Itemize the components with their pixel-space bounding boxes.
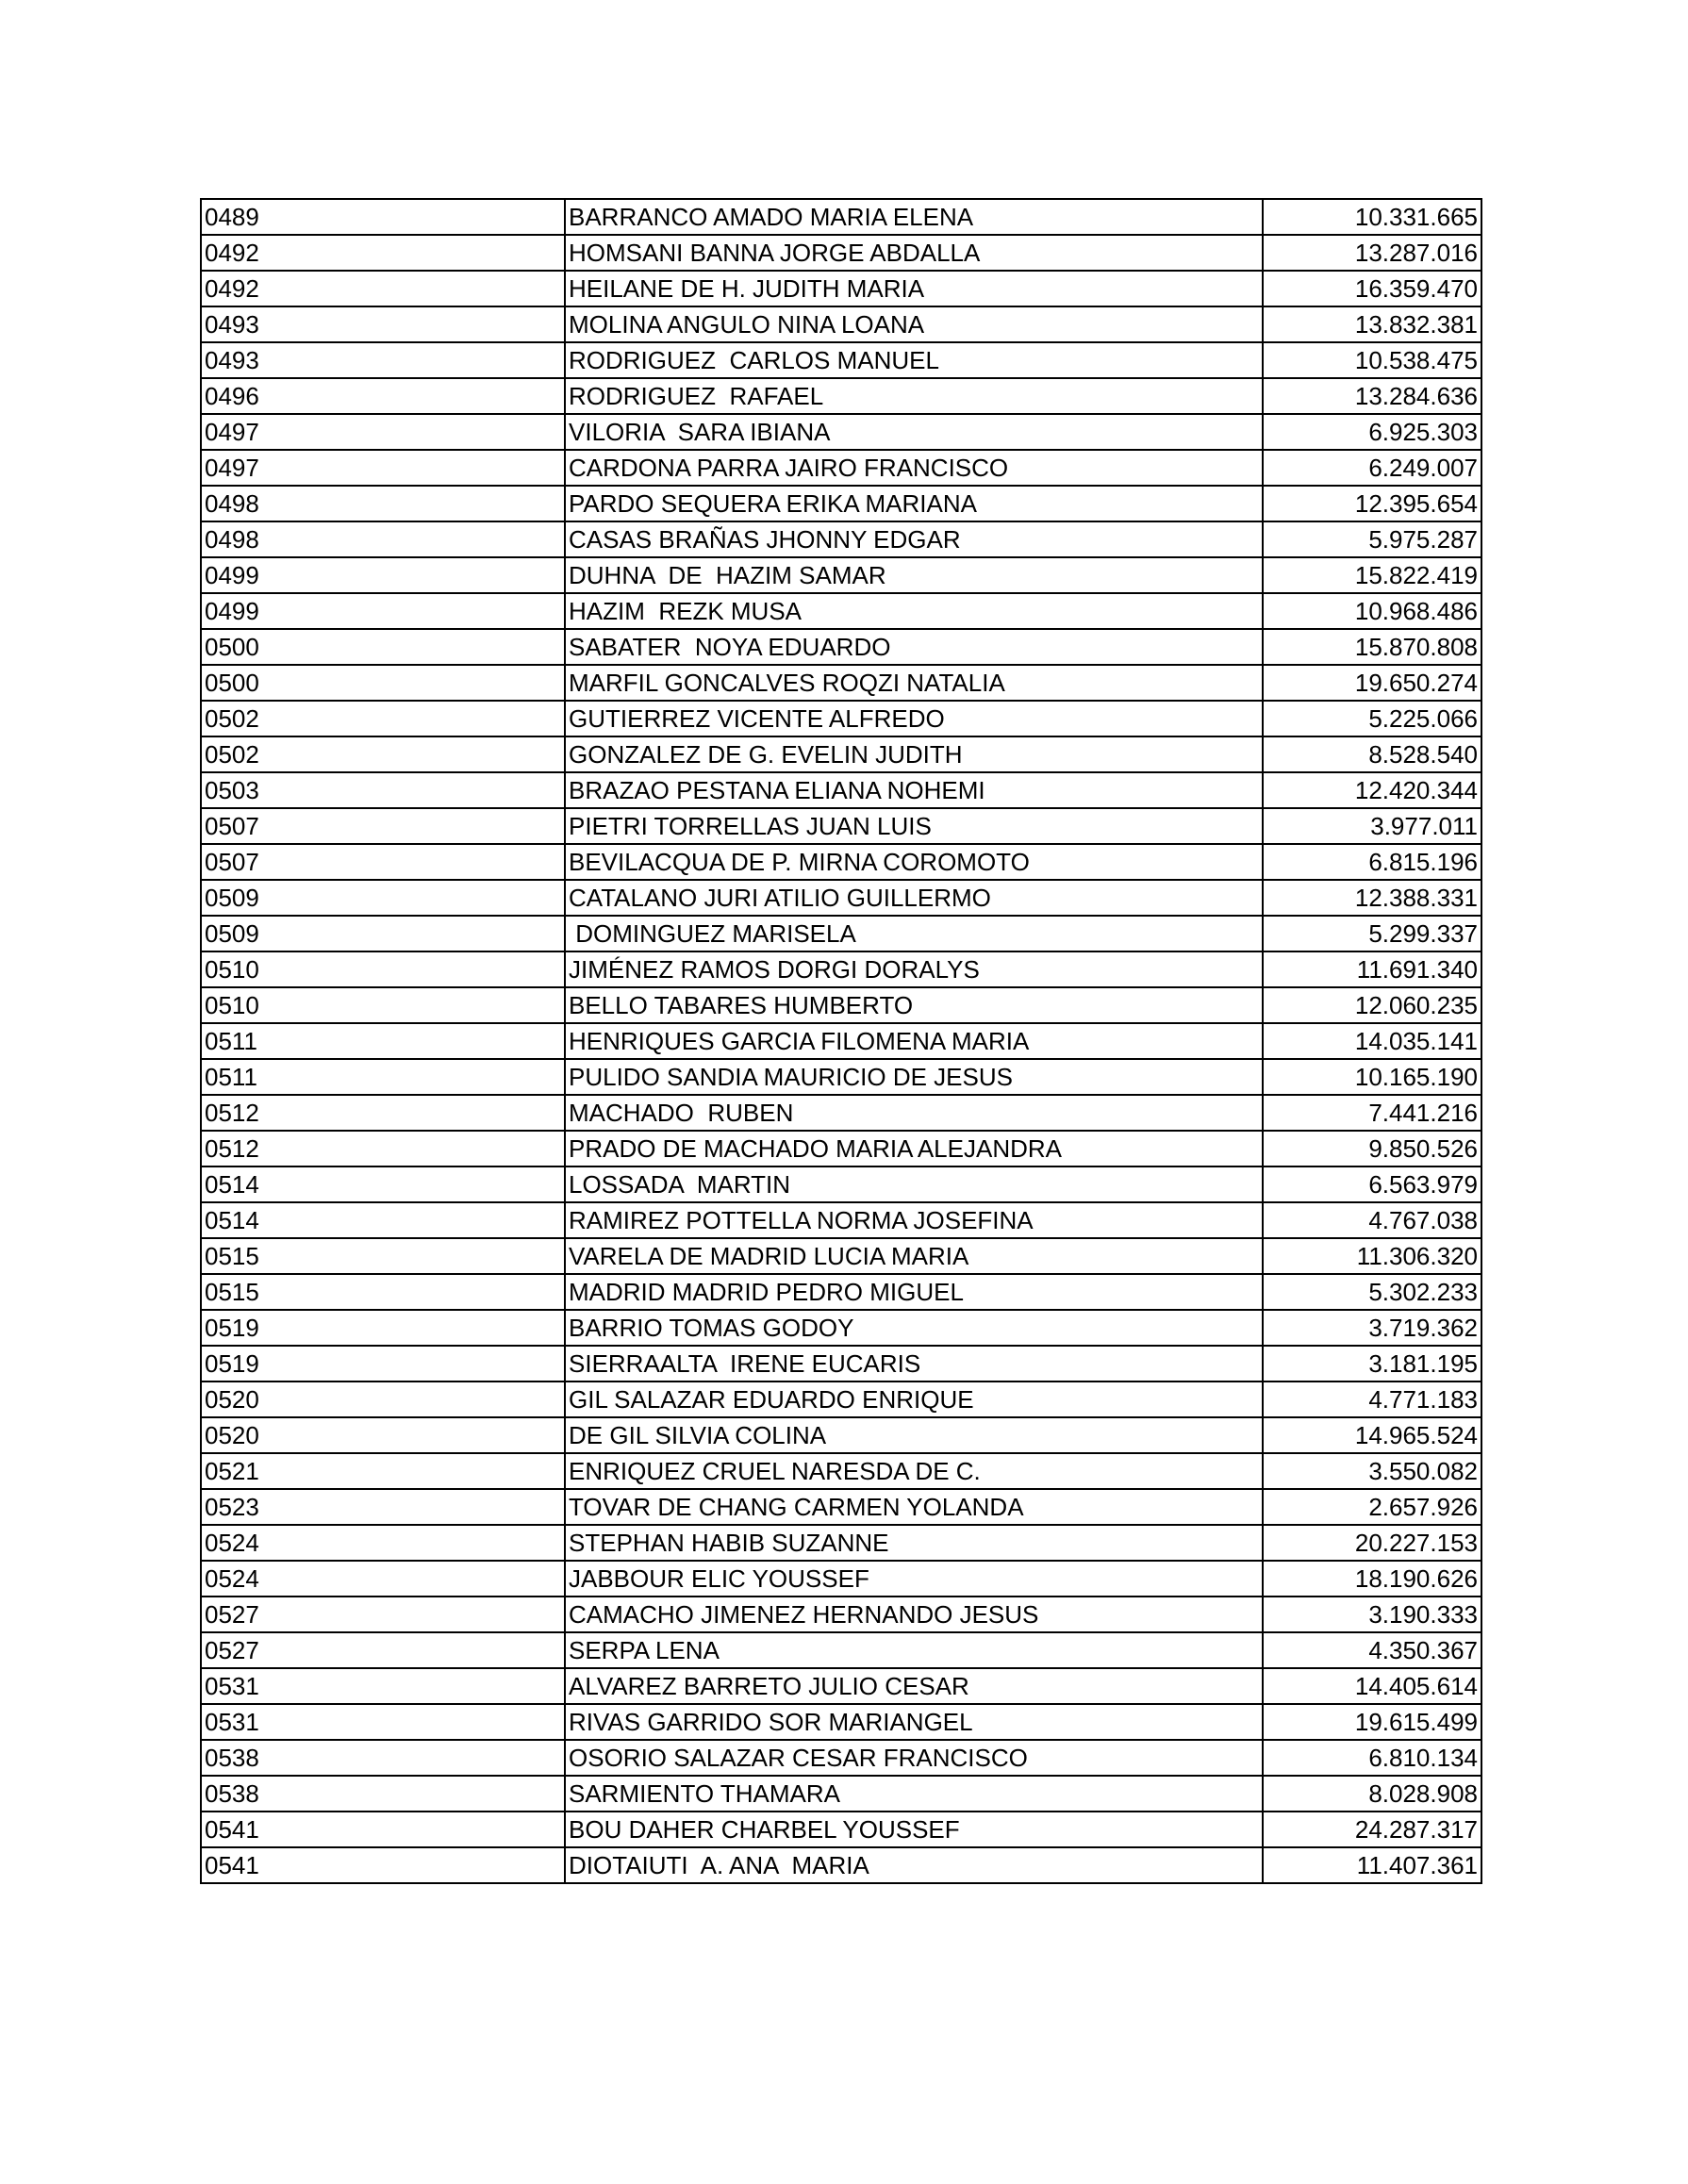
amount-cell: 5.225.066 bbox=[1263, 701, 1481, 736]
name-cell: PIETRI TORRELLAS JUAN LUIS bbox=[565, 808, 1263, 844]
table-row bbox=[201, 414, 1481, 450]
name-cell: BRAZAO PESTANA ELIANA NOHEMI bbox=[565, 772, 1263, 808]
table-row bbox=[201, 593, 1481, 629]
name-cell: RODRIGUEZ RAFAEL bbox=[565, 378, 1263, 414]
code-cell: 0512 bbox=[201, 1095, 565, 1131]
code-cell: 0514 bbox=[201, 1202, 565, 1238]
table-row bbox=[201, 1847, 1481, 1883]
code-cell: 0524 bbox=[201, 1561, 565, 1597]
amount-cell: 15.870.808 bbox=[1263, 629, 1481, 665]
amount-cell: 3.550.082 bbox=[1263, 1453, 1481, 1489]
amount-cell: 5.975.287 bbox=[1263, 521, 1481, 557]
code-cell: 0500 bbox=[201, 629, 565, 665]
name-cell: MACHADO RUBEN bbox=[565, 1095, 1263, 1131]
name-cell: ALVAREZ BARRETO JULIO CESAR bbox=[565, 1668, 1263, 1704]
table-row bbox=[201, 235, 1481, 271]
amount-cell: 6.815.196 bbox=[1263, 844, 1481, 880]
amount-cell: 13.287.016 bbox=[1263, 235, 1481, 271]
name-cell: JABBOUR ELIC YOUSSEF bbox=[565, 1561, 1263, 1597]
amount-cell: 6.810.134 bbox=[1263, 1740, 1481, 1776]
code-cell: 0523 bbox=[201, 1489, 565, 1525]
code-cell: 0527 bbox=[201, 1632, 565, 1668]
code-cell: 0497 bbox=[201, 414, 565, 450]
name-cell: HENRIQUES GARCIA FILOMENA MARIA bbox=[565, 1023, 1263, 1059]
code-cell: 0541 bbox=[201, 1847, 565, 1883]
code-cell: 0499 bbox=[201, 557, 565, 593]
document-sheet bbox=[200, 198, 1481, 1884]
code-cell: 0493 bbox=[201, 342, 565, 378]
table-row bbox=[201, 736, 1481, 772]
amount-cell: 14.405.614 bbox=[1263, 1668, 1481, 1704]
table-row bbox=[201, 271, 1481, 306]
code-cell: 0519 bbox=[201, 1310, 565, 1346]
code-cell: 0541 bbox=[201, 1812, 565, 1847]
code-cell: 0496 bbox=[201, 378, 565, 414]
amount-cell: 13.284.636 bbox=[1263, 378, 1481, 414]
code-cell: 0512 bbox=[201, 1131, 565, 1166]
code-cell: 0507 bbox=[201, 844, 565, 880]
code-cell: 0502 bbox=[201, 736, 565, 772]
code-cell: 0511 bbox=[201, 1059, 565, 1095]
code-cell: 0520 bbox=[201, 1382, 565, 1417]
code-cell: 0514 bbox=[201, 1166, 565, 1202]
name-cell: BEVILACQUA DE P. MIRNA COROMOTO bbox=[565, 844, 1263, 880]
name-cell: HOMSANI BANNA JORGE ABDALLA bbox=[565, 235, 1263, 271]
code-cell: 0521 bbox=[201, 1453, 565, 1489]
code-cell: 0524 bbox=[201, 1525, 565, 1561]
code-cell: 0531 bbox=[201, 1668, 565, 1704]
name-cell: MARFIL GONCALVES ROQZI NATALIA bbox=[565, 665, 1263, 701]
code-cell: 0503 bbox=[201, 772, 565, 808]
table-row bbox=[201, 1632, 1481, 1668]
amount-cell: 2.657.926 bbox=[1263, 1489, 1481, 1525]
code-cell: 0493 bbox=[201, 306, 565, 342]
name-cell: DE GIL SILVIA COLINA bbox=[565, 1417, 1263, 1453]
amount-cell: 3.190.333 bbox=[1263, 1597, 1481, 1632]
name-cell: CASAS BRAÑAS JHONNY EDGAR bbox=[565, 521, 1263, 557]
amount-cell: 18.190.626 bbox=[1263, 1561, 1481, 1597]
name-cell: VILORIA SARA IBIANA bbox=[565, 414, 1263, 450]
table-row bbox=[201, 450, 1481, 486]
amount-cell: 4.767.038 bbox=[1263, 1202, 1481, 1238]
amount-cell: 10.165.190 bbox=[1263, 1059, 1481, 1095]
code-cell: 0502 bbox=[201, 701, 565, 736]
amount-cell: 3.977.011 bbox=[1263, 808, 1481, 844]
name-cell: CATALANO JURI ATILIO GUILLERMO bbox=[565, 880, 1263, 916]
name-cell: LOSSADA MARTIN bbox=[565, 1166, 1263, 1202]
table-row bbox=[201, 378, 1481, 414]
code-cell: 0497 bbox=[201, 450, 565, 486]
amount-cell: 19.650.274 bbox=[1263, 665, 1481, 701]
table-row bbox=[201, 772, 1481, 808]
amount-cell: 16.359.470 bbox=[1263, 271, 1481, 306]
amount-cell: 11.306.320 bbox=[1263, 1238, 1481, 1274]
table-row bbox=[201, 1561, 1481, 1597]
amount-cell: 12.395.654 bbox=[1263, 486, 1481, 521]
code-cell: 0507 bbox=[201, 808, 565, 844]
amount-cell: 15.822.419 bbox=[1263, 557, 1481, 593]
amount-cell: 24.287.317 bbox=[1263, 1812, 1481, 1847]
code-cell: 0499 bbox=[201, 593, 565, 629]
amount-cell: 20.227.153 bbox=[1263, 1525, 1481, 1561]
code-cell: 0489 bbox=[201, 199, 565, 235]
name-cell: PARDO SEQUERA ERIKA MARIANA bbox=[565, 486, 1263, 521]
table-row bbox=[201, 880, 1481, 916]
table-row bbox=[201, 521, 1481, 557]
table-row bbox=[201, 1238, 1481, 1274]
amount-cell: 10.968.486 bbox=[1263, 593, 1481, 629]
name-cell: SARMIENTO THAMARA bbox=[565, 1776, 1263, 1812]
amount-cell: 7.441.216 bbox=[1263, 1095, 1481, 1131]
name-cell: HEILANE DE H. JUDITH MARIA bbox=[565, 271, 1263, 306]
amount-cell: 11.691.340 bbox=[1263, 951, 1481, 987]
table-row bbox=[201, 844, 1481, 880]
name-cell: BOU DAHER CHARBEL YOUSSEF bbox=[565, 1812, 1263, 1847]
table-row bbox=[201, 1740, 1481, 1776]
name-cell: MOLINA ANGULO NINA LOANA bbox=[565, 306, 1263, 342]
table-body bbox=[201, 199, 1481, 1883]
name-cell: SERPA LENA bbox=[565, 1632, 1263, 1668]
name-cell: GONZALEZ DE G. EVELIN JUDITH bbox=[565, 736, 1263, 772]
amount-cell: 19.615.499 bbox=[1263, 1704, 1481, 1740]
code-cell: 0538 bbox=[201, 1776, 565, 1812]
table-row bbox=[201, 342, 1481, 378]
code-cell: 0509 bbox=[201, 916, 565, 951]
code-cell: 0515 bbox=[201, 1274, 565, 1310]
table-row bbox=[201, 1453, 1481, 1489]
table-row bbox=[201, 1597, 1481, 1632]
table-row bbox=[201, 987, 1481, 1023]
code-cell: 0538 bbox=[201, 1740, 565, 1776]
table-row bbox=[201, 1382, 1481, 1417]
table-row bbox=[201, 1489, 1481, 1525]
table-row bbox=[201, 1095, 1481, 1131]
name-cell: VARELA DE MADRID LUCIA MARIA bbox=[565, 1238, 1263, 1274]
amount-cell: 5.302.233 bbox=[1263, 1274, 1481, 1310]
name-cell: STEPHAN HABIB SUZANNE bbox=[565, 1525, 1263, 1561]
code-cell: 0515 bbox=[201, 1238, 565, 1274]
name-cell: MADRID MADRID PEDRO MIGUEL bbox=[565, 1274, 1263, 1310]
table-row bbox=[201, 1346, 1481, 1382]
amount-cell: 6.925.303 bbox=[1263, 414, 1481, 450]
table-row bbox=[201, 1525, 1481, 1561]
name-cell: OSORIO SALAZAR CESAR FRANCISCO bbox=[565, 1740, 1263, 1776]
amount-cell: 12.060.235 bbox=[1263, 987, 1481, 1023]
code-cell: 0498 bbox=[201, 521, 565, 557]
name-cell: BELLO TABARES HUMBERTO bbox=[565, 987, 1263, 1023]
name-cell: PULIDO SANDIA MAURICIO DE JESUS bbox=[565, 1059, 1263, 1095]
amount-cell: 4.771.183 bbox=[1263, 1382, 1481, 1417]
table-row bbox=[201, 1812, 1481, 1847]
table-row bbox=[201, 1059, 1481, 1095]
table-row bbox=[201, 1417, 1481, 1453]
name-cell: CARDONA PARRA JAIRO FRANCISCO bbox=[565, 450, 1263, 486]
name-cell: RIVAS GARRIDO SOR MARIANGEL bbox=[565, 1704, 1263, 1740]
amount-cell: 9.850.526 bbox=[1263, 1131, 1481, 1166]
name-cell: BARRANCO AMADO MARIA ELENA bbox=[565, 199, 1263, 235]
amount-cell: 8.528.540 bbox=[1263, 736, 1481, 772]
table-row bbox=[201, 1668, 1481, 1704]
table-row bbox=[201, 1131, 1481, 1166]
code-cell: 0531 bbox=[201, 1704, 565, 1740]
table-row bbox=[201, 1310, 1481, 1346]
amount-cell: 13.832.381 bbox=[1263, 306, 1481, 342]
name-cell: DIOTAIUTI A. ANA MARIA bbox=[565, 1847, 1263, 1883]
amount-cell: 6.563.979 bbox=[1263, 1166, 1481, 1202]
name-cell: GUTIERREZ VICENTE ALFREDO bbox=[565, 701, 1263, 736]
amount-cell: 4.350.367 bbox=[1263, 1632, 1481, 1668]
table-row bbox=[201, 808, 1481, 844]
table-row bbox=[201, 306, 1481, 342]
amount-cell: 14.035.141 bbox=[1263, 1023, 1481, 1059]
name-cell: JIMÉNEZ RAMOS DORGI DORALYS bbox=[565, 951, 1263, 987]
name-cell: RODRIGUEZ CARLOS MANUEL bbox=[565, 342, 1263, 378]
code-cell: 0500 bbox=[201, 665, 565, 701]
amount-cell: 11.407.361 bbox=[1263, 1847, 1481, 1883]
amount-cell: 14.965.524 bbox=[1263, 1417, 1481, 1453]
code-cell: 0510 bbox=[201, 951, 565, 987]
amount-cell: 8.028.908 bbox=[1263, 1776, 1481, 1812]
code-cell: 0510 bbox=[201, 987, 565, 1023]
table-row bbox=[201, 665, 1481, 701]
name-cell: CAMACHO JIMENEZ HERNANDO JESUS bbox=[565, 1597, 1263, 1632]
name-cell: HAZIM REZK MUSA bbox=[565, 593, 1263, 629]
table-row bbox=[201, 951, 1481, 987]
table-row bbox=[201, 1776, 1481, 1812]
amount-cell: 6.249.007 bbox=[1263, 450, 1481, 486]
table-row bbox=[201, 1202, 1481, 1238]
name-cell: TOVAR DE CHANG CARMEN YOLANDA bbox=[565, 1489, 1263, 1525]
name-cell: PRADO DE MACHADO MARIA ALEJANDRA bbox=[565, 1131, 1263, 1166]
name-cell: DOMINGUEZ MARISELA bbox=[565, 916, 1263, 951]
code-cell: 0492 bbox=[201, 271, 565, 306]
code-cell: 0511 bbox=[201, 1023, 565, 1059]
amount-cell: 10.538.475 bbox=[1263, 342, 1481, 378]
amount-cell: 5.299.337 bbox=[1263, 916, 1481, 951]
code-cell: 0492 bbox=[201, 235, 565, 271]
table-row bbox=[201, 199, 1481, 235]
name-cell: DUHNA DE HAZIM SAMAR bbox=[565, 557, 1263, 593]
code-cell: 0509 bbox=[201, 880, 565, 916]
table-row bbox=[201, 1704, 1481, 1740]
amount-cell: 10.331.665 bbox=[1263, 199, 1481, 235]
name-cell: SIERRAALTA IRENE EUCARIS bbox=[565, 1346, 1263, 1382]
table-row bbox=[201, 557, 1481, 593]
table-row bbox=[201, 916, 1481, 951]
name-cell: ENRIQUEZ CRUEL NARESDA DE C. bbox=[565, 1453, 1263, 1489]
amount-cell: 12.420.344 bbox=[1263, 772, 1481, 808]
name-cell: SABATER NOYA EDUARDO bbox=[565, 629, 1263, 665]
table-row bbox=[201, 1274, 1481, 1310]
code-cell: 0498 bbox=[201, 486, 565, 521]
name-cell: RAMIREZ POTTELLA NORMA JOSEFINA bbox=[565, 1202, 1263, 1238]
code-cell: 0520 bbox=[201, 1417, 565, 1453]
code-cell: 0527 bbox=[201, 1597, 565, 1632]
table-row bbox=[201, 701, 1481, 736]
table-row bbox=[201, 486, 1481, 521]
name-cell: GIL SALAZAR EDUARDO ENRIQUE bbox=[565, 1382, 1263, 1417]
code-cell: 0519 bbox=[201, 1346, 565, 1382]
amount-cell: 12.388.331 bbox=[1263, 880, 1481, 916]
table-row bbox=[201, 1166, 1481, 1202]
amount-cell: 3.181.195 bbox=[1263, 1346, 1481, 1382]
table-row bbox=[201, 629, 1481, 665]
data-table bbox=[200, 198, 1482, 1884]
name-cell: BARRIO TOMAS GODOY bbox=[565, 1310, 1263, 1346]
table-row bbox=[201, 1023, 1481, 1059]
amount-cell: 3.719.362 bbox=[1263, 1310, 1481, 1346]
